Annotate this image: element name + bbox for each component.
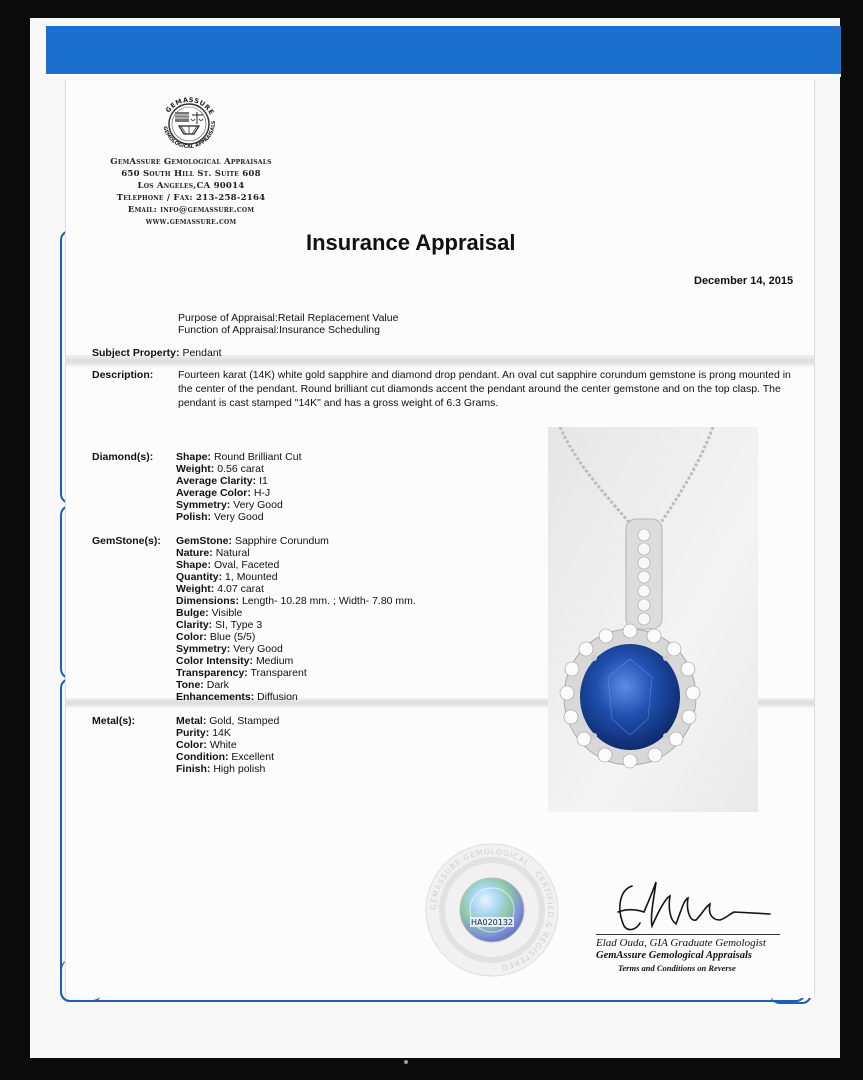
gemassure-logo-icon: [153, 88, 225, 160]
gemstone-property-value: Dark: [206, 679, 229, 691]
scan-speck: [404, 1060, 408, 1064]
metal-property-value: 14K: [212, 727, 231, 739]
company-phone: Telephone / Fax: 213-258-2164: [116, 193, 266, 203]
svg-text:GEMASSURE GEMOLOGICAL · CERTIF: GEMASSURE GEMOLOGICAL · CERTIFIED & REGISTERED ·: [428, 846, 556, 973]
gemstone-property-value: Blue (5/5): [209, 631, 256, 643]
gemstone-property-key: Weight:: [176, 583, 215, 595]
gemstone-property-value: Medium: [255, 655, 294, 667]
gemstone-property-key: Shape:: [176, 559, 212, 571]
gemstone-property-key: GemStone:: [176, 535, 233, 547]
diamond-property-key: Average Clarity:: [176, 475, 257, 487]
diamond-property-value: Very Good: [233, 499, 283, 511]
gemstone-property-value: Transparent: [250, 667, 307, 679]
metal-properties: [176, 715, 279, 775]
diamond-property-row: [176, 487, 301, 499]
gemstone-property-key: Bulge:: [176, 607, 209, 619]
gemstone-property-key: Nature:: [176, 547, 213, 559]
company-address-2: Los Angeles,CA 90014: [137, 181, 245, 191]
company-website: www.gemassure.com: [145, 217, 237, 227]
diamond-property-value: I1: [259, 475, 268, 487]
gemstone-property-row: [176, 655, 416, 667]
folder-header-line: [46, 74, 841, 77]
gemstone-property-value: Diffusion: [257, 691, 298, 703]
diamond-property-row: [176, 499, 301, 511]
company-name: GemAssure Gemological Appraisals: [110, 157, 272, 167]
gemstone-property-row: [176, 607, 416, 619]
metal-label: Metal(s):: [92, 715, 136, 727]
gemstone-property-value: Sapphire Corundum: [234, 535, 329, 547]
diamond-property-key: Polish:: [176, 511, 212, 523]
metal-property-value: Excellent: [231, 751, 275, 763]
gemstone-property-key: Tone:: [176, 679, 204, 691]
signer-company: GemAssure Gemological Appraisals: [596, 950, 752, 961]
metal-property-key: Finish:: [176, 763, 211, 775]
gemstone-property-key: Color:: [176, 631, 207, 643]
gemstone-property-key: Clarity:: [176, 619, 213, 631]
signer-name: Elad Ouda, GIA Graduate Gemologist: [596, 937, 766, 949]
svg-text:GEMOLOGICAL APPRAISALS: GEMOLOGICAL APPRAISALS: [161, 120, 218, 151]
gemstone-property-key: Quantity:: [176, 571, 223, 583]
gemstone-property-value: 1, Mounted: [225, 571, 278, 583]
subject-label: Subject Property:: [92, 347, 180, 359]
function-line: [178, 324, 380, 336]
company-info: [80, 156, 302, 228]
diamond-properties: [176, 451, 301, 523]
diamond-property-row: [176, 463, 301, 475]
metal-property-row: [176, 715, 279, 727]
diamond-property-row: [176, 475, 301, 487]
metal-property-row: [176, 739, 279, 751]
subject-value: Pendant: [182, 347, 222, 359]
purpose-line: [178, 312, 398, 324]
gemstone-property-row: [176, 535, 416, 547]
gemstone-property-row: [176, 631, 416, 643]
gemstone-property-row: [176, 595, 416, 607]
folder-blue-header: [46, 26, 841, 74]
gemstone-property-value: Very Good: [233, 643, 283, 655]
diamond-property-value: 0.56 carat: [217, 463, 264, 475]
pendant-photo: [548, 427, 758, 812]
signature-line: [596, 934, 780, 935]
gemstone-property-key: Symmetry:: [176, 643, 231, 655]
document-title: Insurance Appraisal: [306, 230, 516, 255]
metal-property-row: [176, 751, 279, 763]
diamond-property-row: [176, 451, 301, 463]
gemstone-property-value: Oval, Faceted: [213, 559, 280, 571]
metal-property-value: High polish: [213, 763, 266, 775]
metal-property-key: Metal:: [176, 715, 207, 727]
function-value: Insurance Scheduling: [278, 324, 380, 336]
purpose-value: Retail Replacement Value: [277, 312, 399, 324]
metal-property-key: Purity:: [176, 727, 210, 739]
metal-property-row: [176, 727, 279, 739]
gemstone-property-row: [176, 547, 416, 559]
gemstone-property-key: Enhancements:: [176, 691, 255, 703]
gemstone-property-value: SI, Type 3: [215, 619, 263, 631]
description-text: Fourteen karat (14K) white gold sapphire and diamond drop pendant. An oval cut sapphire corundum gemstone is prong mounted in the center of the pendant. Round brilliant cut diamonds accent the pendant around the center gemstone and on the top clasp. The pendant is cast stamped "14K" and has a gross weight of 6.3 Grams.: [178, 369, 791, 409]
diamond-label: Diamond(s):: [92, 451, 154, 463]
function-label: Function of Appraisal:: [178, 324, 279, 336]
diamond-property-key: Average Color:: [176, 487, 251, 499]
description-label: Description:: [92, 369, 154, 381]
gemstone-property-row: [176, 679, 416, 691]
diamond-property-key: Symmetry:: [176, 499, 231, 511]
diamond-property-row: [176, 511, 301, 523]
gemstone-property-row: [176, 691, 416, 703]
purpose-label: Purpose of Appraisal:: [178, 312, 278, 324]
gemstone-property-value: 4.07 carat: [217, 583, 264, 595]
diamond-property-key: Shape:: [176, 451, 212, 463]
metal-property-key: Color:: [176, 739, 207, 751]
appraisal-date: December 14, 2015: [694, 275, 794, 287]
gemstone-properties: [176, 535, 416, 703]
gemstone-property-key: Color Intensity:: [176, 655, 254, 667]
diamond-property-key: Weight:: [176, 463, 215, 475]
subject-line: [92, 347, 222, 359]
gemstone-property-row: [176, 667, 416, 679]
gemstone-property-value: Length- 10.28 mm. ; Width- 7.80 mm.: [241, 595, 416, 607]
diamond-property-value: H-J: [253, 487, 271, 499]
gemstone-property-value: Visible: [211, 607, 243, 619]
company-address-1: 650 South Hill St. Suite 608: [121, 169, 261, 179]
metal-property-value: White: [209, 739, 237, 751]
terms-note: Terms and Conditions on Reverse: [618, 963, 736, 973]
svg-text:GEMASSURE: GEMASSURE: [163, 95, 216, 117]
company-email: Email: info@gemassure.com: [127, 205, 255, 215]
metal-property-value: Gold, Stamped: [209, 715, 280, 727]
signature-image: [610, 868, 780, 938]
gemstone-property-row: [176, 571, 416, 583]
gemstone-property-row: [176, 643, 416, 655]
holographic-seal: [422, 840, 562, 980]
gemstone-property-value: Natural: [215, 547, 250, 559]
metal-property-row: [176, 763, 279, 775]
gemstone-label: GemStone(s):: [92, 535, 161, 547]
gemstone-property-key: Dimensions:: [176, 595, 240, 607]
diamond-property-value: Very Good: [213, 511, 264, 523]
gemstone-property-row: [176, 559, 416, 571]
seal-code: HA020132: [470, 918, 514, 927]
diamond-property-value: Round Brilliant Cut: [213, 451, 302, 463]
gemstone-property-key: Transparency:: [176, 667, 248, 679]
gemstone-property-row: [176, 583, 416, 595]
metal-property-key: Condition:: [176, 751, 229, 763]
gemstone-property-row: [176, 619, 416, 631]
